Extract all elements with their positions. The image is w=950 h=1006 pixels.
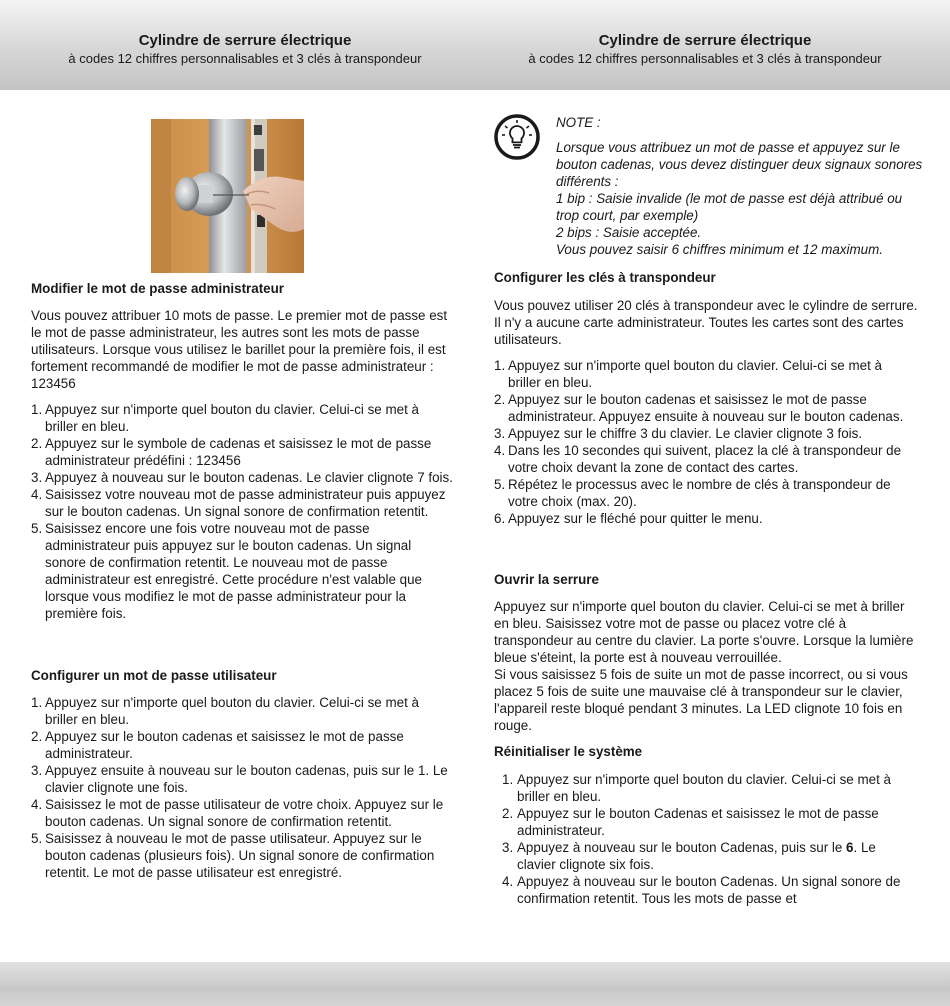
header-left-subtitle: à codes 12 chiffres personnalisables et 3 clés à transpondeur — [68, 51, 422, 66]
open-paragraph: Appuyez sur n'importe quel bouton du clavier. Celui-ci se met à briller en bleu. Saisissez votre mot de passe ou placez votre clé à transpondeur au centre du clavier. La porte s'ouvre. Lorsque la lumière bleue s'éteint, la porte est à nouveau verrouillée. — [494, 599, 914, 665]
lightbulb-icon — [494, 114, 540, 160]
keys-steps — [494, 357, 918, 527]
transponder-keys-section — [494, 269, 918, 527]
admin-steps — [31, 401, 455, 622]
note-heading: NOTE : — [556, 115, 601, 130]
lock-installation-photo — [151, 119, 304, 273]
list-item: 2. Appuyez sur le bouton Cadenas et saisissez le mot de passe administrateur. — [502, 806, 879, 838]
open-paragraph-lockout: Si vous saisissez 5 fois de suite un mot de passe incorrect, ou si vous placez 5 fois de suite une mauvaise clé à transpondeur sur le clavier, l'appareil reste bloqué pendant 3 minutes. La LED clignote 10 fois en rouge. — [494, 667, 908, 733]
list-item: 3. Appuyez à nouveau sur le bouton cadenas. Le clavier clignote 7 fois. — [31, 470, 453, 485]
header-left — [20, 31, 470, 67]
list-item: 4. Saisissez votre nouveau mot de passe administrateur puis appuyez sur le bouton cadenas. Un signal sonore de confirmation retentit. — [31, 487, 446, 519]
list-item: 3. Appuyez ensuite à nouveau sur le bouton cadenas, puis sur le 1. Le clavier clignote une fois. — [31, 763, 448, 795]
list-item: 2. Appuyez sur le symbole de cadenas et saisissez le mot de passe administrateur prédéfini : 123456 — [31, 436, 432, 468]
note-line: Vous pouvez saisir 6 chiffres minimum et 12 maximum. — [556, 242, 883, 257]
list-item: 1. Appuyez sur n'importe quel bouton du clavier. Celui-ci se met à briller en bleu. — [502, 772, 891, 804]
page-footer — [0, 962, 950, 1006]
list-item: 1. Appuyez sur n'importe quel bouton du clavier. Celui-ci se met à briller en bleu. — [31, 402, 419, 434]
list-item: 2. Appuyez sur le bouton cadenas et saisissez le mot de passe administrateur. — [31, 729, 404, 761]
header-left-title: Cylindre de serrure électrique — [138, 32, 352, 49]
header-right-title: Cylindre de serrure électrique — [598, 32, 812, 49]
list-item: 1. Appuyez sur n'importe quel bouton du clavier. Celui-ci se met à briller en bleu. — [494, 358, 882, 390]
header-right-subtitle: à codes 12 chiffres personnalisables et 3 clés à transpondeur — [528, 51, 882, 66]
list-item: 5. Saisissez encore une fois votre nouveau mot de passe administrateur puis appuyez sur le bouton cadenas. Un signal sonore de confirmation retentit. Le nouveau mot de passe administrateur est enregistré. Cette procédure n'est valable que lorsque vous modifiez le mot de passe administrateur pour la première fois. — [31, 521, 422, 621]
list-item: 4. Dans les 10 secondes qui suivent, placez la clé à transpondeur de votre choix devant la zone de contact des cartes. — [494, 443, 902, 475]
list-item: 5. Saisissez à nouveau le mot de passe utilisateur. Appuyez sur le bouton cadenas (plusieurs fois). Un signal sonore de confirmation retentit. Le mot de passe utilisateur est enregistré. — [31, 831, 435, 880]
keys-intro: Vous pouvez utiliser 20 clés à transpondeur avec le cylindre de serrure. Il n'y a aucune carte administrateur. Toutes les cartes sont des cartes utilisateurs. — [494, 298, 918, 347]
section-title-open: Ouvrir la serrure — [494, 572, 599, 587]
list-item: 5. Répétez le processus avec le nombre de clés à transpondeur de votre choix (max. 20). — [494, 477, 891, 509]
admin-intro: Vous pouvez attribuer 10 mots de passe. Le premier mot de passe est le mot de passe administrateur, les autres sont les mots de passe utilisateurs. Lorsque vous utilisez le barillet pour la première fois, il est fortement recommandé de modifier le mot de passe administrateur : 123456 — [31, 308, 448, 391]
reset-steps — [494, 771, 918, 907]
section-title-admin: Modifier le mot de passe administrateur — [31, 281, 284, 296]
lock-photo-illustration — [151, 119, 304, 273]
list-item: 3. Appuyez à nouveau sur le bouton Cadenas, puis sur le 6. Le clavier clignote six fois. — [502, 840, 876, 872]
note-line: Lorsque vous attribuez un mot de passe et appuyez sur le bouton cadenas, vous devez distinguer deux signaux sonores différents : — [556, 140, 923, 189]
reset-system-section — [494, 743, 918, 907]
note-line: 1 bip : Saisie invalide (le mot de passe est déjà attribué ou trop court, par exemple) — [556, 191, 903, 223]
section-title-keys: Configurer les clés à transpondeur — [494, 270, 716, 285]
page-header — [0, 0, 950, 90]
list-item: 1. Appuyez sur n'importe quel bouton du clavier. Celui-ci se met à briller en bleu. — [31, 695, 419, 727]
note-line: 2 bips : Saisie acceptée. — [556, 225, 702, 240]
section-title-user: Configurer un mot de passe utilisateur — [31, 668, 277, 683]
list-item: 4. Appuyez à nouveau sur le bouton Cadenas. Un signal sonore de confirmation retentit. Tous les mots de passe et — [502, 874, 901, 906]
admin-password-section — [31, 280, 455, 622]
list-item: 2. Appuyez sur le bouton cadenas et saisissez le mot de passe administrateur. Appuyez ensuite à nouveau sur le bouton cadenas. — [494, 392, 904, 424]
header-right — [480, 31, 930, 67]
note-box — [556, 114, 926, 258]
list-item: 4. Saisissez le mot de passe utilisateur de votre choix. Appuyez sur le bouton cadenas. Un signal sonore de confirmation retentit. — [31, 797, 444, 829]
user-password-section — [31, 667, 455, 881]
user-steps — [31, 694, 455, 881]
list-item: 3. Appuyez sur le chiffre 3 du clavier. Le clavier clignote 3 fois. — [494, 426, 863, 441]
section-title-reset: Réinitialiser le système — [494, 744, 643, 759]
open-lock-section — [494, 571, 918, 734]
list-item: 6. Appuyez sur le fléché pour quitter le menu. — [494, 511, 763, 526]
